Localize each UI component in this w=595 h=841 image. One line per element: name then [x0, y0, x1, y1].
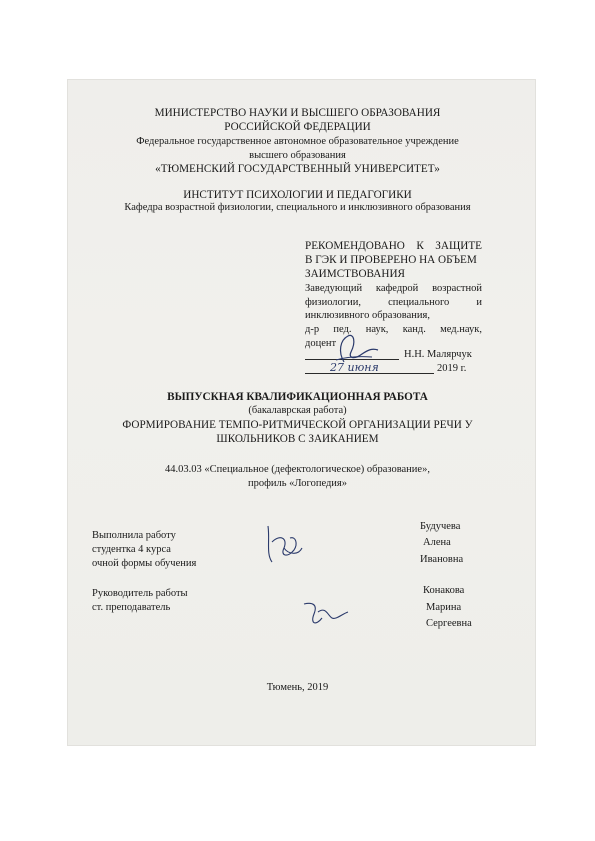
university-name: «ТЮМЕНСКИЙ ГОСУДАРСТВЕННЫЙ УНИВЕРСИТЕТ» — [155, 163, 440, 175]
approval-title: доцент — [305, 338, 337, 349]
institution-line-1: Федеральное государственное автономное образовательное учреждение — [136, 136, 459, 147]
city-year: Тюмень, 2019 — [266, 682, 329, 693]
ministry-line-2: РОССИЙСКОЙ ФЕДЕРАЦИИ — [224, 121, 371, 133]
signer-name: Н.Н. Малярчук — [404, 349, 472, 360]
approval-line-3: ЗАИМСТВОВАНИЯ — [305, 268, 406, 280]
approval-line-2: В ГЭК И ПРОВЕРЕНО НА ОБЪЕМ — [305, 254, 477, 266]
author-surname: Будучева — [420, 521, 461, 532]
supervisor-label-2: ст. преподаватель — [92, 602, 171, 613]
author-patronymic: Ивановна — [420, 554, 464, 565]
approval-line-1: РЕКОМЕНДОВАНО К ЗАЩИТЕ — [305, 240, 482, 252]
approval-degree: д-р пед. наук, канд. мед.наук, — [305, 324, 482, 335]
author-label-2: студентка 4 курса — [92, 544, 171, 555]
supervisor-patronymic: Сергеевна — [426, 618, 472, 629]
topic-line-2: ШКОЛЬНИКОВ С ЗАИКАНИЕМ — [216, 433, 379, 445]
approval-role-2: физиологии, специального и — [305, 297, 482, 308]
institution-line-2: высшего образования — [249, 150, 346, 161]
author-label-3: очной формы обучения — [92, 558, 197, 569]
handwritten-date: 27 июня — [330, 361, 379, 374]
author-signature — [258, 520, 308, 570]
institute-name: ИНСТИТУТ ПСИХОЛОГИИ И ПЕДАГОГИКИ — [183, 189, 412, 201]
supervisor-name: Марина — [426, 602, 462, 613]
approval-role-3: инклюзивного образования, — [305, 310, 430, 321]
author-name: Алена — [423, 537, 451, 548]
specialty-line-1: 44.03.03 «Специальное (дефектологическое) образование», — [165, 464, 430, 475]
approval-year: 2019 г. — [437, 363, 467, 374]
ministry-line-1: МИНИСТЕРСТВО НАУКИ И ВЫСШЕГО ОБРАЗОВАНИЯ — [154, 107, 441, 119]
work-type: ВЫПУСКНАЯ КВАЛИФИКАЦИОННАЯ РАБОТА — [167, 391, 428, 403]
supervisor-signature — [298, 596, 358, 632]
topic-line-1: ФОРМИРОВАНИЕ ТЕМПО-РИТМИЧЕСКОЙ ОРГАНИЗАЦИИ РЕЧИ У — [122, 419, 473, 431]
specialty-line-2: профиль «Логопедия» — [247, 478, 348, 489]
work-subtype: (бакалаврская работа) — [248, 405, 347, 416]
supervisor-label-1: Руководитель работы — [92, 588, 188, 599]
author-label-1: Выполнила работу — [92, 530, 176, 541]
department-name: Кафедра возрастной физиологии, специального и инклюзивного образования — [124, 202, 471, 213]
approval-role-1: Заведующий кафедрой возрастной — [305, 283, 482, 294]
supervisor-surname: Конакова — [423, 585, 465, 596]
